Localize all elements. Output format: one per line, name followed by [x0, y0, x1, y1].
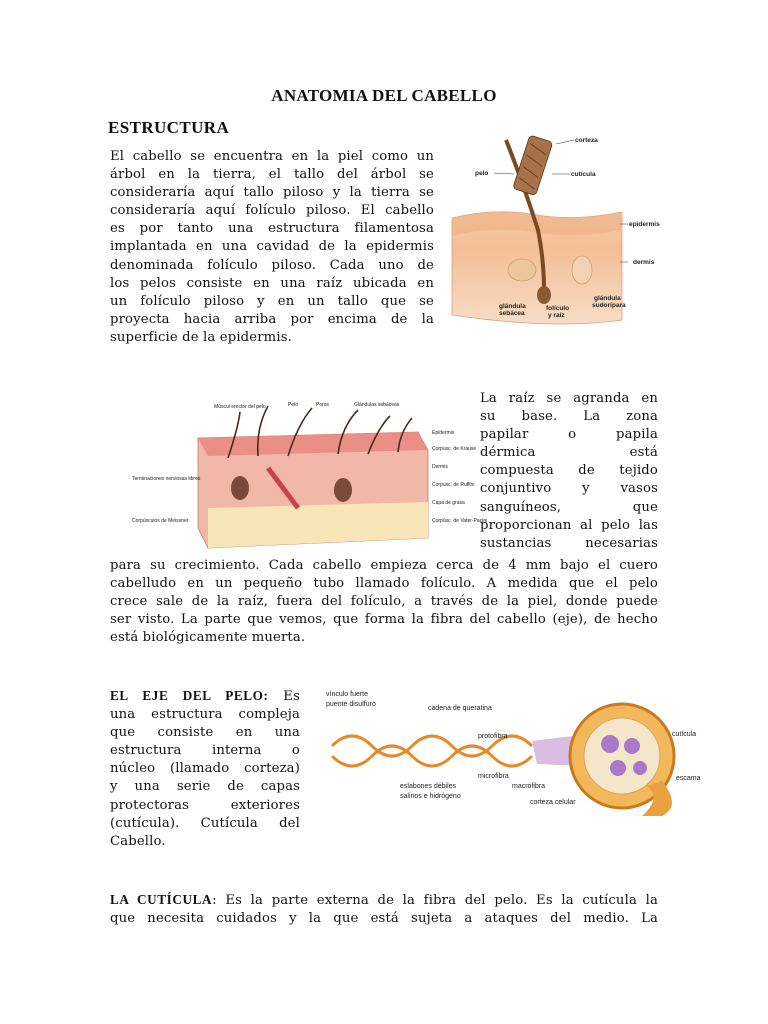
- label-musculo: Múscul erector del pelo: [214, 404, 266, 410]
- label-corteza: corteza: [575, 137, 598, 144]
- text-line: que consiste en una: [110, 725, 300, 741]
- text-line: La raíz se agranda en: [480, 391, 658, 406]
- text-line: para su crecimiento. Cada cabello empieza cerca de 4 mm bajo el cuero: [110, 558, 658, 573]
- text-line: cabelludo en un pequeño tubo llamado folículo. A medida que el pelo: [110, 576, 658, 592]
- label-salinos: salinos e hidrógeno: [400, 793, 461, 800]
- raiz-paragraph-full: [110, 557, 658, 647]
- text-line: proyecta hacia arriba por encima de la: [110, 311, 434, 327]
- label-pacini: Corpúsc. de Vater-Pacini: [432, 518, 488, 524]
- text-line: protectoras exteriores: [110, 797, 300, 813]
- follicle-2: [334, 478, 352, 502]
- text-line: ser visto. La parte que vemos, que forma la fibra del cabello (eje), de hecho: [110, 612, 658, 628]
- text-line: una estructura compleja: [110, 707, 300, 723]
- hair-bulb: [537, 286, 551, 304]
- section-heading-estructura: ESTRUCTURA: [108, 118, 230, 137]
- label-corteza: corteza celular: [530, 799, 576, 806]
- text-line: consideraría aquí folículo piloso. El cabello: [110, 203, 434, 219]
- label-grasa: Capa de grasa: [432, 500, 465, 506]
- keratin-helix: [332, 736, 532, 766]
- text-line: El cabello se encuentra en la piel como un: [110, 149, 434, 164]
- text-line: sanguíneos, que: [480, 499, 658, 515]
- sebaceous-gland: [508, 259, 536, 281]
- label-vinculo: vínculo fuerte: [326, 691, 369, 698]
- text-line: Cabello.: [110, 833, 166, 849]
- skin-cross-section-illustration: [128, 398, 488, 550]
- label-puente: puente disulfuro: [326, 701, 376, 708]
- label-terminaciones: Terminaciones nerviosas libres: [132, 476, 201, 482]
- text-line: un folículo piloso y en un tallo que se: [110, 293, 434, 309]
- follicle-1: [231, 476, 249, 500]
- label-macrofibra: macrofibra: [512, 783, 546, 790]
- label-pelo: Pelo: [288, 402, 299, 408]
- label-dermis: Dermis: [432, 464, 448, 470]
- label-protofibra: protofibra: [478, 733, 508, 740]
- label-ruffini: Corpusc. de Ruffini: [432, 482, 475, 488]
- cuticula-heading: LA CUTÍCULA: [110, 892, 213, 907]
- text-line: denominada folículo piloso. Cada uno de: [110, 257, 434, 273]
- label-cuticula: cutícula: [571, 171, 596, 178]
- text-line: compuesta de tejido: [480, 463, 658, 479]
- text-line: estructura interna o: [110, 743, 300, 759]
- text-line: implantada en una cavidad de la epidermis: [110, 239, 434, 255]
- eje-heading: EL EJE DEL PELO:: [110, 688, 269, 703]
- text-line: los pelos consiste en una raíz ubicada en: [110, 275, 434, 291]
- eje-paragraph: EL EJE DEL PELO: Es una estructura compleja que consiste en una estructura interna o núcleo (llamado corteza) y una serie de capas protectoras exteriores (cutícula). Cutícula del Cabello.: [110, 687, 300, 851]
- label-glandulas: Glándulas sebáceas: [354, 402, 400, 408]
- text-line: crece sale de la raíz, fuera del folículo, a través de la piel, donde puede: [110, 594, 658, 610]
- label-pelo: pelo: [475, 170, 489, 177]
- keratin-structure-illustration: [322, 686, 707, 818]
- label-cuticula: cutícula: [672, 731, 697, 738]
- text-line: dérmica está: [480, 445, 658, 461]
- text-line: (cutícula). Cutícula del: [110, 815, 300, 831]
- label-glandula-sebacea: glándula sebácea: [499, 303, 526, 317]
- label-krause: Corpusc. de Krause: [432, 446, 477, 452]
- label-dermis: dermis: [633, 259, 655, 266]
- label-meissner: Corpúsculos de Meissner: [132, 518, 189, 524]
- label-epidermis: epidermis: [629, 221, 660, 228]
- text-line: proporcionan al pelo las: [480, 517, 658, 533]
- label-epidermis: Epidermis: [432, 430, 455, 436]
- label-microfibra: microfibra: [478, 773, 509, 780]
- text-line: núcleo (llamado corteza): [110, 761, 300, 777]
- text-line: es por tanto una estructura filamentosa: [110, 221, 434, 237]
- cuticula-paragraph: LA CUTÍCULA: Es la parte externa de la fibra del pelo. Es la cutícula la que necesita cuidados y la que está sujeta a ataques del medio. La: [110, 892, 658, 927]
- text-line: papilar o papila: [480, 427, 658, 443]
- label-escama: escama: [676, 775, 701, 782]
- estructura-paragraph: [110, 148, 434, 347]
- label-cadena: cadena de queratina: [428, 705, 492, 712]
- sweat-gland: [572, 256, 592, 284]
- hair-skin-illustration: [452, 130, 662, 330]
- label-eslabones: eslabones débiles: [400, 783, 457, 790]
- document-title: ANATOMIA DEL CABELLO: [271, 86, 497, 105]
- text-line: y una serie de capas: [110, 779, 300, 795]
- label-foliculo: folículo y raíz: [546, 305, 570, 319]
- raiz-paragraph-side: [480, 390, 658, 553]
- text-line: superficie de la epidermis.: [110, 329, 292, 345]
- fat-layer: [208, 502, 428, 548]
- label-poros: Poros: [316, 402, 330, 408]
- text-line: árbol en la tierra, el tallo del árbol se: [110, 167, 434, 183]
- text-line: está biológicamente muerta.: [110, 630, 306, 646]
- hair-cross-section: [513, 135, 553, 196]
- text-line: su base. La zona: [480, 409, 658, 425]
- text-line: conjuntivo y vasos: [480, 481, 658, 497]
- label-glandula-sudoripara: glándula sudorípara: [592, 295, 626, 309]
- text-line: consideraría aquí tallo piloso y la tierra se: [110, 185, 434, 201]
- text-line: sustancias necesarias: [480, 535, 658, 551]
